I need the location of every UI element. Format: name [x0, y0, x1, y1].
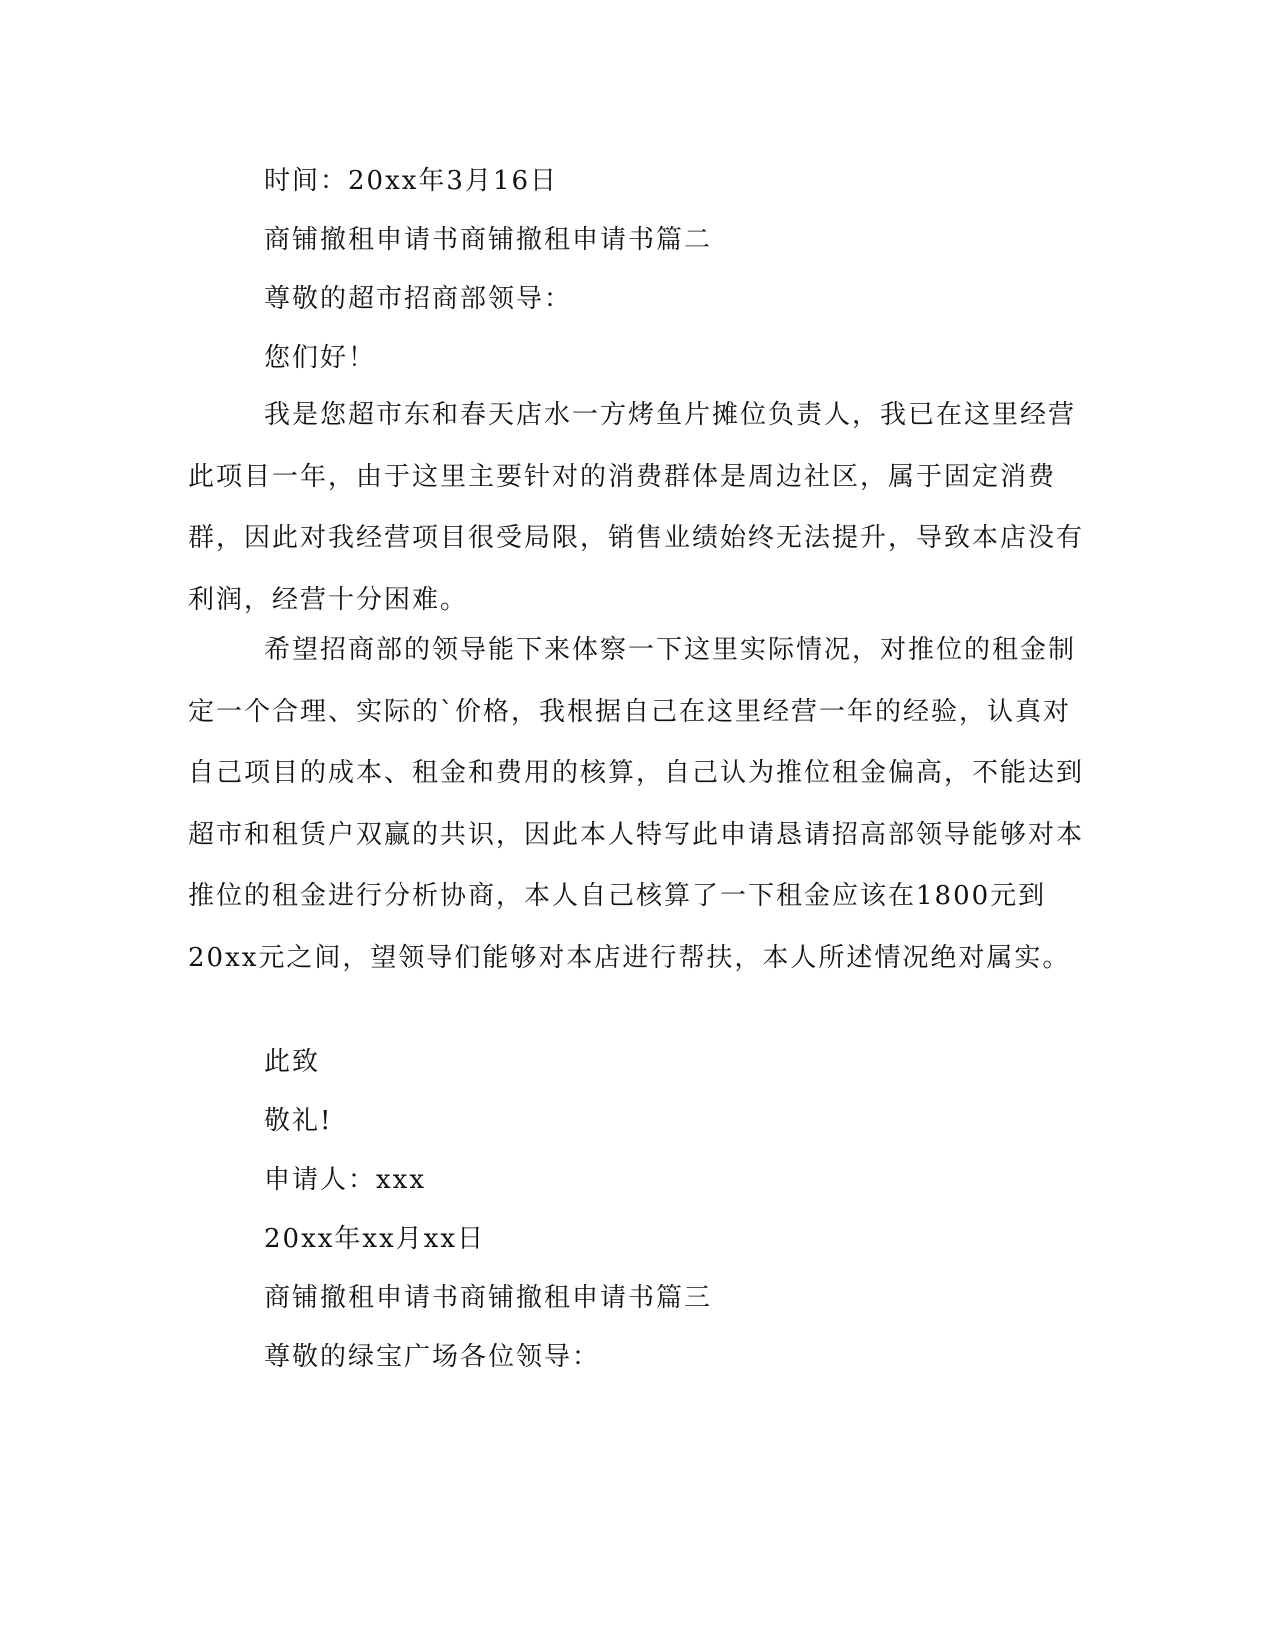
time-line: 时间：20xx年3月16日	[264, 166, 559, 196]
section-heading-two: 商铺撤租申请书商铺撤租申请书篇二	[264, 225, 713, 255]
greeting: 您们好！	[264, 343, 377, 373]
salutation-two: 尊敬的绿宝广场各位领导：	[264, 1342, 601, 1372]
closing-one: 此致	[264, 1047, 321, 1077]
salutation-one: 尊敬的超市招商部领导：	[264, 284, 573, 314]
closing-two: 敬礼!	[264, 1106, 333, 1136]
section-heading-three: 商铺撤租申请书商铺撤租申请书篇三	[264, 1283, 713, 1313]
applicant-line: 申请人：xxx	[264, 1165, 426, 1195]
date-line: 20xx年xx月xx日	[264, 1224, 486, 1254]
paragraph-one: 我是您超市东和春天店水一方烤鱼片摊位负责人，我已在这里经营此项目一年，由于这里主要针对的消费群体是周边社区，属于固定消费群，因此对我经营项目很受局限，销售业绩始终无法提升，导致本店没有利润，经营十分困难。	[188, 400, 1085, 615]
paragraph-two: 希望招商部的领导能下来体察一下这里实际情况，对推位的租金制定一个合理、实际的`价格，我根据自己在这里经营一年的经验，认真对自己项目的成本、租金和费用的核算，自己认为推位租金偏高，不能达到超市和租赁户双赢的共识，因此本人特写此申请恳请招高部领导能够对本推位的租金进行分析协商，本人自己核算了一下租金应该在1800元到20xx元之间，望领导们能够对本店进行帮扶，本人所述情况绝对属实。	[188, 635, 1085, 973]
